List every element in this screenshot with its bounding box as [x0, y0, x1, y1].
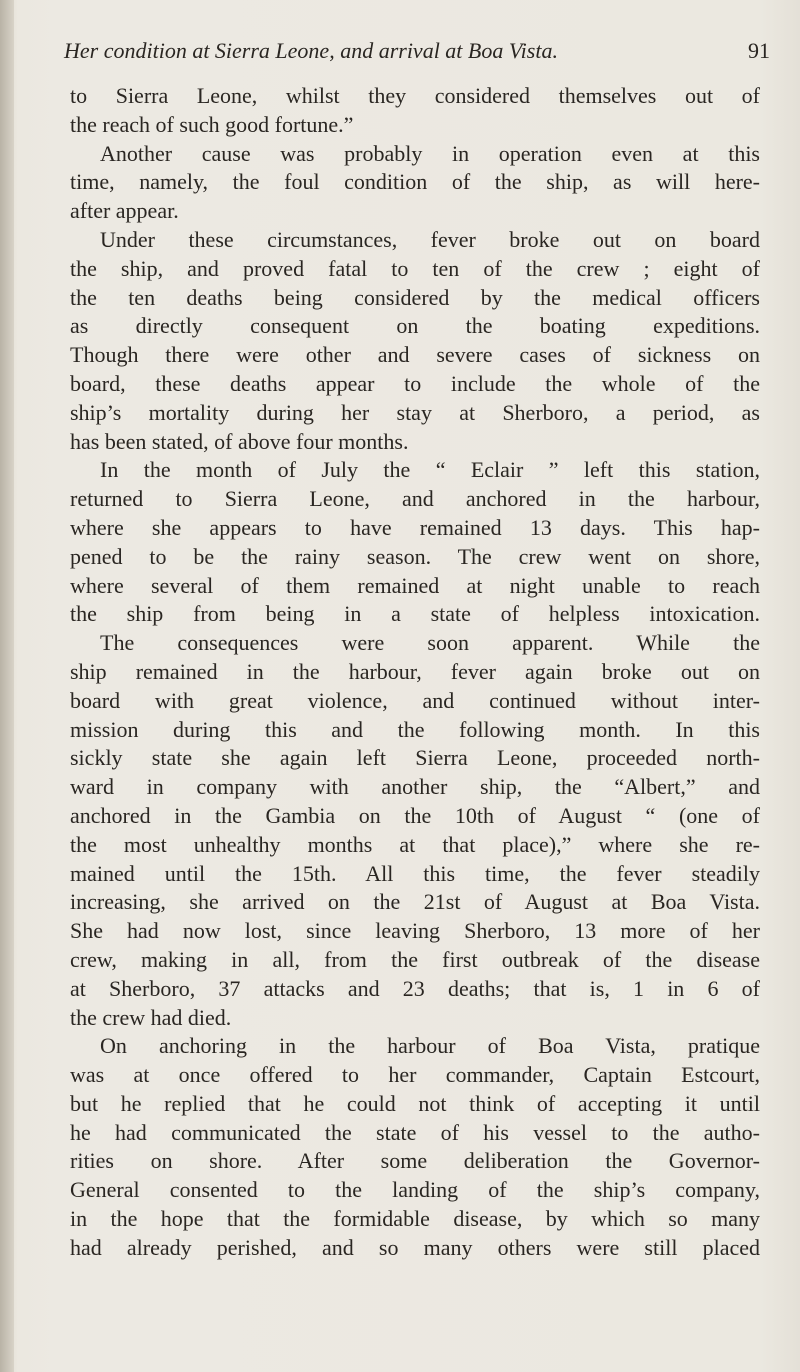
text-line: The consequences were soon apparent. While the [100, 630, 760, 656]
text-line: Another cause was probably in operation even at this [100, 140, 760, 166]
text-line: General consented to the landing of the ship’s company, [70, 1177, 760, 1203]
text-line: in the hope that the formidable disease, by which so many [70, 1206, 760, 1232]
text-line: In the month of July the “ Eclair ” left this station, [100, 457, 760, 483]
text-line: the reach of such good fortune.” [70, 111, 354, 137]
text-line: board, these deaths appear to include the whole of the [70, 370, 760, 396]
text-line: returned to Sierra Leone, and anchored in the harbour, [70, 486, 760, 512]
text-line: time, namely, the foul condition of the ship, as will here- [70, 169, 760, 195]
text-line: had already perished, and so many others were still placed [70, 1234, 760, 1260]
text-line: On anchoring in the harbour of Boa Vista, pratique [100, 1033, 760, 1059]
text-line: at Sherboro, 37 attacks and 23 deaths; that is, 1 in 6 of [70, 975, 760, 1001]
text-line: the ten deaths being considered by the medical officers [70, 284, 760, 310]
text-line: ward in company with another ship, the “Albert,” and [70, 774, 760, 800]
page-binding-edge [0, 0, 14, 1372]
text-line: the ship, and proved fatal to ten of the crew ; eight of [70, 255, 760, 281]
text-line: pened to be the rainy season. The crew went on shore, [70, 543, 760, 569]
text-line: Under these circumstances, fever broke out on board [100, 226, 760, 252]
text-line: has been stated, of above four months. [70, 428, 409, 454]
text-line: ship’s mortality during her stay at Sherboro, a period, as [70, 399, 760, 425]
page-number: 91 [748, 38, 770, 63]
body-text [70, 82, 760, 1352]
text-line: was at once offered to her commander, Captain Estcourt, [70, 1062, 760, 1088]
page-header [64, 36, 770, 66]
text-line: where she appears to have remained 13 days. This hap- [70, 514, 760, 540]
running-head: Her condition at Sierra Leone, and arrival at Boa Vista. [64, 38, 558, 63]
text-line: anchored in the Gambia on the 10th of August “ (one of [70, 802, 760, 828]
text-line: where several of them remained at night unable to reach [70, 572, 760, 598]
text-line: crew, making in all, from the first outbreak of the disease [70, 946, 760, 972]
text-line: as directly consequent on the boating expeditions. [70, 313, 760, 339]
text-line: but he replied that he could not think of accepting it until [70, 1090, 760, 1116]
text-line: increasing, she arrived on the 21st of August at Boa Vista. [70, 889, 760, 915]
text-line: the ship from being in a state of helpless intoxication. [70, 601, 760, 627]
text-line: board with great violence, and continued without inter- [70, 687, 760, 713]
text-line: ship remained in the harbour, fever again broke out on [70, 658, 760, 684]
text-line: sickly state she again left Sierra Leone, proceeded north- [70, 745, 760, 771]
text-line: the crew had died. [70, 1004, 232, 1030]
text-line: to Sierra Leone, whilst they considered themselves out of [70, 83, 760, 108]
text-line: She had now lost, since leaving Sherboro, 13 more of her [70, 918, 760, 944]
text-line: after appear. [70, 198, 179, 224]
text-line: he had communicated the state of his vessel to the autho- [70, 1119, 760, 1145]
text-line: mained until the 15th. All this time, the fever steadily [70, 860, 760, 886]
text-line: the most unhealthy months at that place),” where she re- [70, 831, 760, 857]
text-line: mission during this and the following month. In this [70, 716, 760, 742]
text-line: rities on shore. After some deliberation the Governor- [70, 1148, 760, 1174]
text-line: Though there were other and severe cases of sickness on [70, 342, 760, 368]
